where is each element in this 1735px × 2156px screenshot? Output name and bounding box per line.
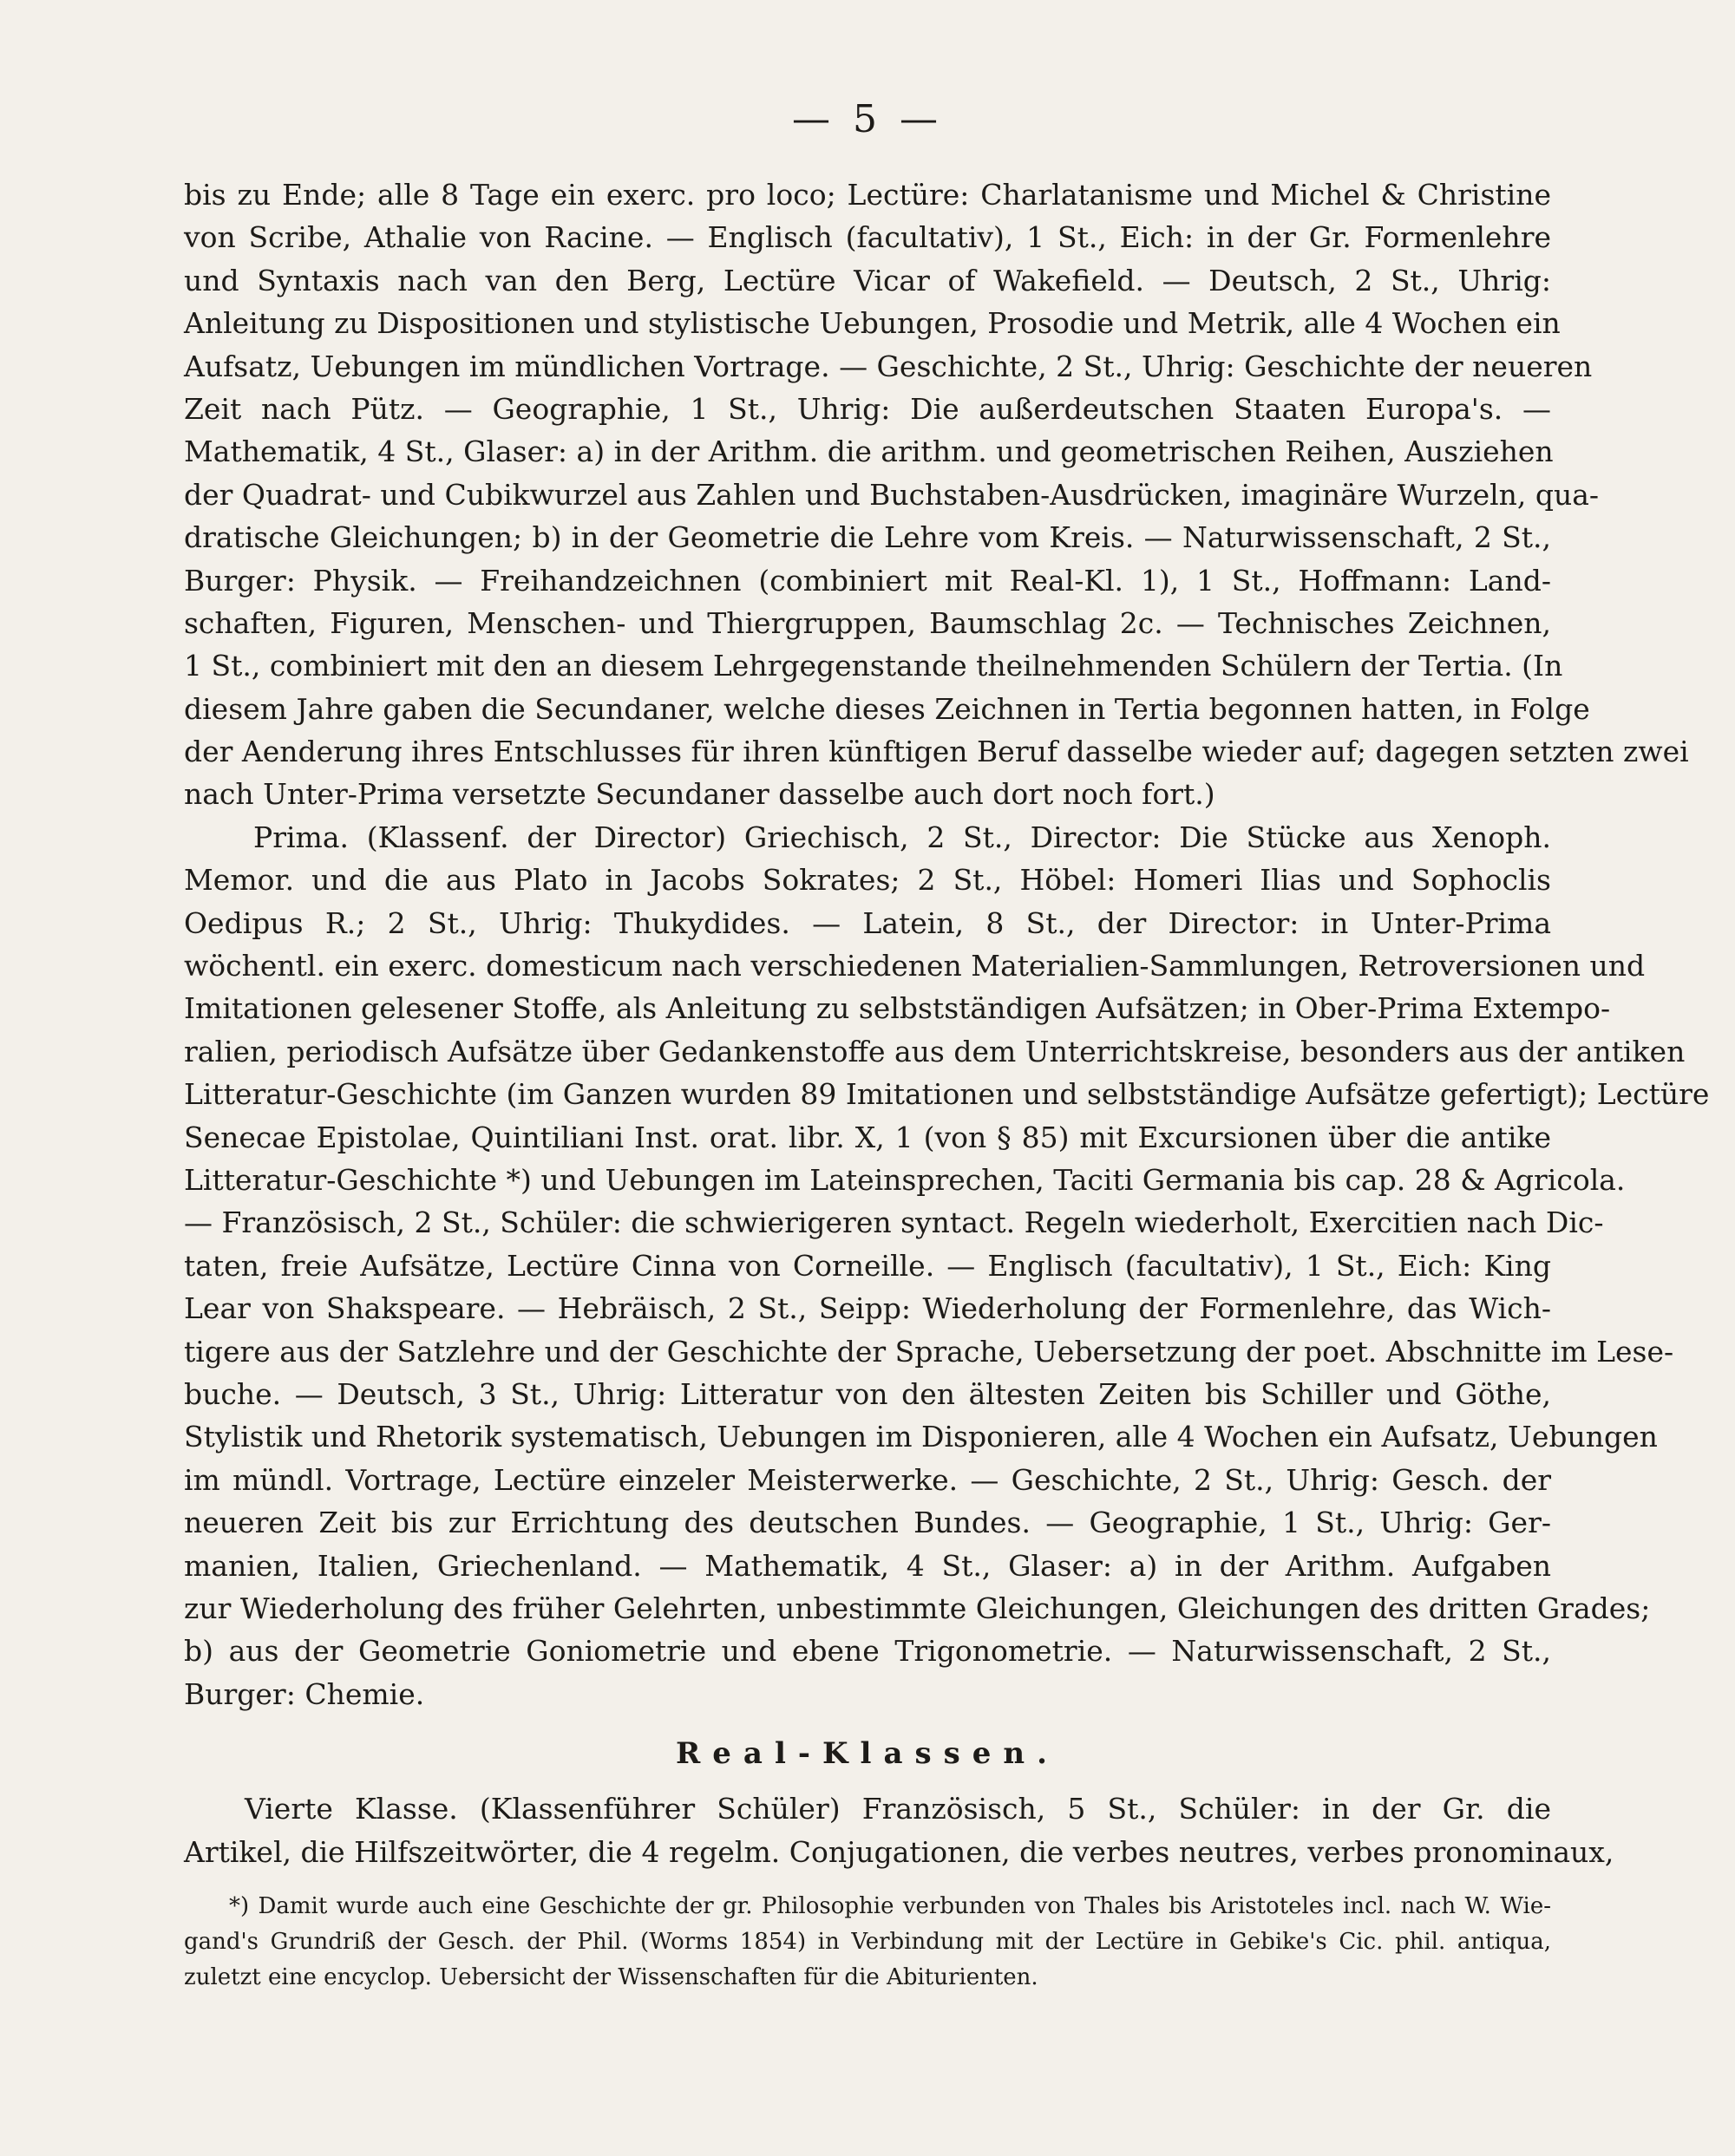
text-line: der Quadrat- und Cubikwurzel aus Zahlen und Buchstaben-Ausdrücken, imaginäre Wurzeln, qua-: [184, 477, 1600, 512]
footnote-line: *) Damit wurde auch eine Geschichte der gr. Philosophie verbunden von Thales bis Aristoteles incl. nach W. Wie-: [229, 1893, 1551, 1919]
text-line: diesem Jahre gaben die Secundaner, welche dieses Zeichnen in Tertia begonnen hatten, in Folge: [184, 691, 1590, 726]
footnote-line: zuletzt eine encyclop. Uebersicht der Wissenschaften für die Abiturienten.: [184, 1964, 1038, 1990]
text-line: Litteratur-Geschichte (im Ganzen wurden 89 Imitationen und selbstständige Aufsätze gefertigt); Lectüre: [184, 1077, 1710, 1112]
text-line: und Syntaxis nach van den Berg, Lectüre Vicar of Wakefield. — Deutsch, 2 St., Uhrig:: [184, 263, 1551, 297]
text-line: Stylistik und Rhetorik systematisch, Uebungen im Disponieren, alle 4 Wochen ein Aufsatz, Uebungen: [184, 1420, 1658, 1454]
text-line: Aufsatz, Uebungen im mündlichen Vortrage. — Geschichte, 2 St., Uhrig: Geschichte der neueren: [184, 349, 1593, 383]
text-line: schaften, Figuren, Menschen- und Thiergruppen, Baumschlag 2c. — Technisches Zeichnen,: [184, 605, 1551, 640]
text-line: Burger: Physik. — Freihandzeichnen (combiniert mit Real-Kl. 1), 1 St., Hoffmann: Land-: [184, 563, 1551, 598]
text-line: Lear von Shakspeare. — Hebräisch, 2 St., Seipp: Wiederholung der Formenlehre, das Wich-: [184, 1291, 1551, 1326]
text-line: buche. — Deutsch, 3 St., Uhrig: Litteratur von den ältesten Zeiten bis Schiller und Göthe,: [184, 1376, 1551, 1411]
text-line: Litteratur-Geschichte *) und Uebungen im Lateinsprechen, Taciti Germania bis cap. 28 & Agricola.: [184, 1162, 1626, 1197]
text-line: bis zu Ende; alle 8 Tage ein exerc. pro loco; Lectüre: Charlatanisme und Michel & Christine: [184, 178, 1551, 212]
text-line: von Scribe, Athalie von Racine. — Englisch (facultativ), 1 St., Eich: in der Gr. Formenlehre: [184, 220, 1551, 255]
text-line: Memor. und die aus Plato in Jacobs Sokrates; 2 St., Höbel: Homeri Ilias und Sophoclis: [184, 863, 1551, 898]
text-line: b) aus der Geometrie Goniometrie und ebene Trigonometrie. — Naturwissenschaft, 2 St.,: [184, 1634, 1551, 1669]
text-line: Burger: Chemie.: [184, 1676, 425, 1711]
text-line: Senecae Epistolae, Quintiliani Inst. orat. libr. X, 1 (von § 85) mit Excursionen über die antike: [184, 1120, 1551, 1154]
text-line: der Aenderung ihres Entschlusses für ihren künftigen Beruf dasselbe wieder auf; dagegen setzten zwei: [184, 735, 1689, 769]
text-line: dratische Gleichungen; b) in der Geometrie die Lehre vom Kreis. — Naturwissenschaft, 2 St.,: [184, 520, 1551, 555]
body-text: [184, 173, 1710, 1873]
text-line: neueren Zeit bis zur Errichtung des deutschen Bundes. — Geographie, 1 St., Uhrig: Ger-: [184, 1506, 1551, 1540]
text-line: Anleitung zu Dispositionen und stylistische Uebungen, Prosodie und Metrik, alle 4 Wochen ein: [184, 306, 1561, 341]
text-line: Oedipus R.; 2 St., Uhrig: Thukydides. — Latein, 8 St., der Director: in Unter-Prima: [184, 905, 1551, 940]
text-line: — Französisch, 2 St., Schüler: die schwierigeren syntact. Regeln wiederholt, Exercitien nach Dic-: [184, 1205, 1604, 1240]
text-line: manien, Italien, Griechenland. — Mathematik, 4 St., Glaser: a) in der Arithm. Aufgaben: [184, 1548, 1551, 1583]
text-line: zur Wiederholung des früher Gelehrten, unbestimmte Gleichungen, Gleichungen des dritten Grades;: [184, 1591, 1651, 1625]
text-line: wöchentl. ein exerc. domesticum nach verschiedenen Materialien-Sammlungen, Retroversionen und: [184, 949, 1646, 983]
text-line: Prima. (Klassenf. der Director) Griechisch, 2 St., Director: Die Stücke aus Xenoph.: [253, 820, 1551, 854]
text-line: nach Unter-Prima versetzte Secundaner dasselbe auch dort noch fort.): [184, 777, 1215, 812]
text-line: ralien, periodisch Aufsätze über Gedankenstoffe aus dem Unterrichtskreise, besonders aus der antiken: [184, 1034, 1686, 1068]
text-line: taten, freie Aufsätze, Lectüre Cinna von Corneille. — Englisch (facultativ), 1 St., Eich: King: [184, 1248, 1551, 1283]
text-line: Vierte Klasse. (Klassenführer Schüler) Französisch, 5 St., Schüler: in der Gr. die: [245, 1792, 1551, 1826]
text-line: im mündl. Vortrage, Lectüre einzeler Meisterwerke. — Geschichte, 2 St., Uhrig: Gesch. der: [184, 1462, 1551, 1497]
text-line: Imitationen gelesener Stoffe, als Anleitung zu selbstständigen Aufsätzen; in Ober-Prima Extempo-: [184, 991, 1611, 1026]
text-line: Artikel, die Hilfszeitwörter, die 4 regelm. Conjugationen, die verbes neutres, verbes pronominaux,: [184, 1834, 1614, 1869]
section-heading: Real-Klassen.: [676, 1736, 1059, 1772]
text-line: tigere aus der Satzlehre und der Geschichte der Sprache, Uebersetzung der poet. Abschnitte im Lese-: [184, 1334, 1674, 1369]
text-line: Mathematik, 4 St., Glaser: a) in der Arithm. die arithm. und geometrischen Reihen, Ausziehen: [184, 434, 1554, 469]
footnotes: [184, 1889, 1551, 1996]
page-number: — 5 —: [792, 97, 943, 141]
text-line: 1 St., combiniert mit den an diesem Lehrgegenstande theilnehmenden Schülern der Tertia. (In: [184, 649, 1563, 683]
footnote-line: gand's Grundriß der Gesch. der Phil. (Worms 1854) in Verbindung mit der Lectüre in Gebike's Cic. phil. antiqua,: [184, 1929, 1551, 1955]
text-line: Zeit nach Pütz. — Geographie, 1 St., Uhrig: Die außerdeutschen Staaten Europa's. —: [184, 391, 1551, 426]
